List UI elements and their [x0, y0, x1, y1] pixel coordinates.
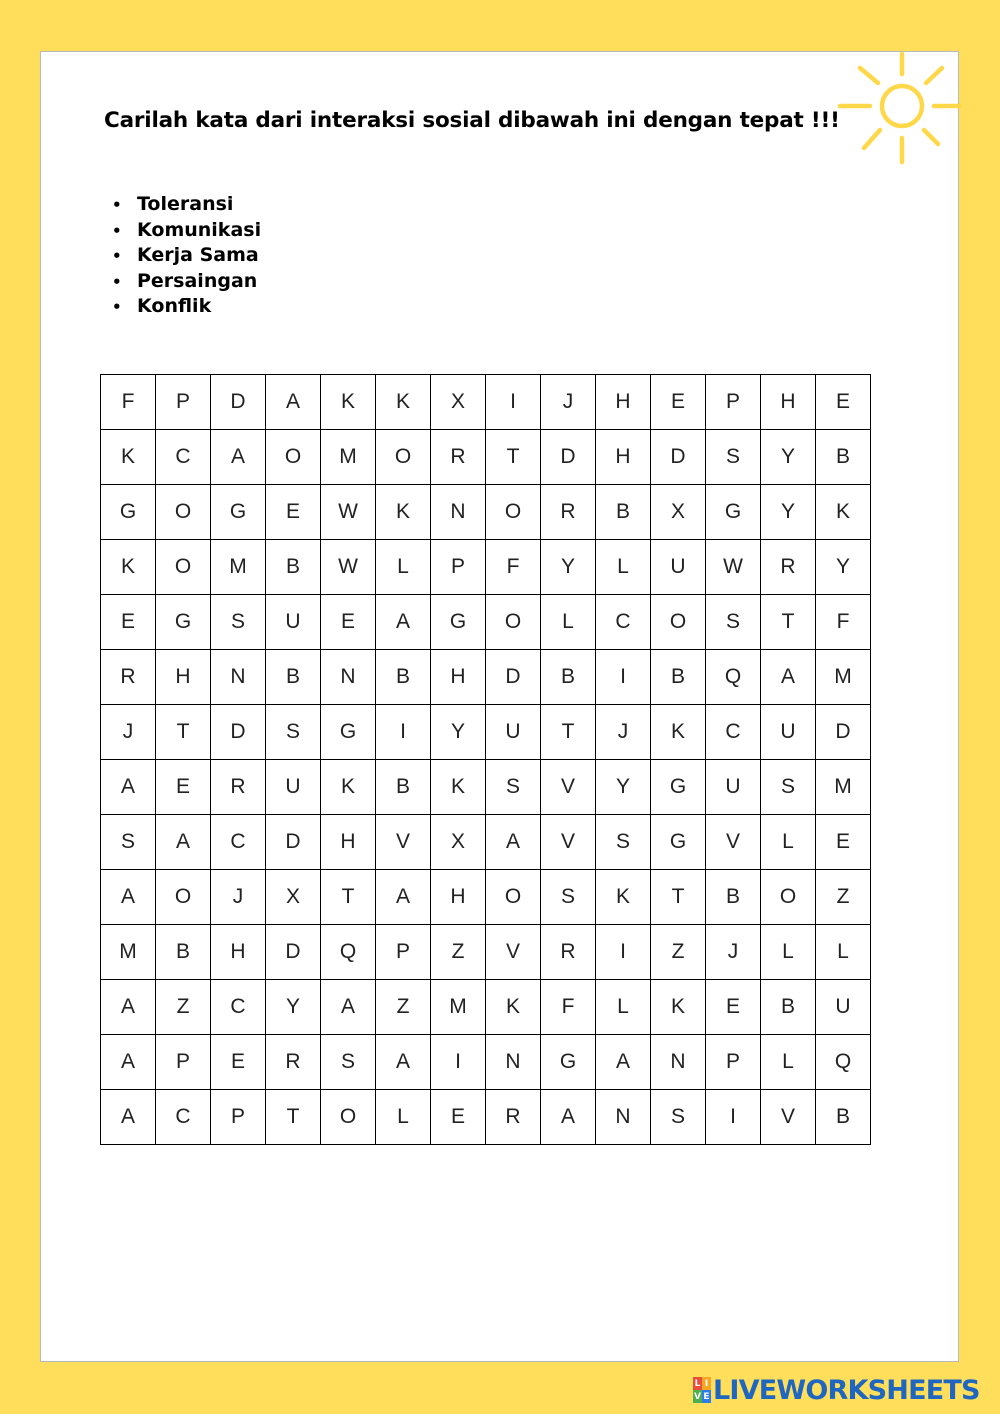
grid-cell[interactable]: N — [486, 1035, 541, 1090]
grid-row — [101, 925, 871, 980]
grid-cell[interactable]: P — [431, 540, 486, 595]
grid-cell[interactable]: L — [761, 1035, 816, 1090]
grid-cell[interactable]: Y — [761, 430, 816, 485]
grid-cell[interactable]: G — [706, 485, 761, 540]
word-list-item — [112, 243, 261, 269]
grid-cell[interactable]: U — [706, 760, 761, 815]
grid-cell[interactable]: F — [541, 980, 596, 1035]
grid-cell[interactable]: L — [376, 540, 431, 595]
grid-cell[interactable]: L — [816, 925, 871, 980]
grid-cell[interactable]: N — [431, 485, 486, 540]
grid-cell[interactable]: T — [266, 1090, 321, 1145]
grid-cell[interactable]: Y — [816, 540, 871, 595]
grid-row — [101, 650, 871, 705]
logo-letter: I — [702, 1377, 711, 1390]
grid-cell[interactable]: S — [266, 705, 321, 760]
grid-cell[interactable]: I — [706, 1090, 761, 1145]
grid-cell[interactable]: D — [211, 375, 266, 430]
word-label: Kerja Sama — [137, 244, 259, 266]
grid-row — [101, 430, 871, 485]
grid-cell[interactable]: F — [101, 375, 156, 430]
word-label: Komunikasi — [137, 218, 262, 241]
grid-row — [101, 705, 871, 760]
grid-cell[interactable]: Z — [376, 980, 431, 1035]
grid-cell[interactable]: K — [101, 540, 156, 595]
grid-cell[interactable]: K — [596, 870, 651, 925]
grid-cell[interactable]: T — [486, 430, 541, 485]
grid-cell[interactable]: J — [101, 705, 156, 760]
grid-cell[interactable]: M — [816, 650, 871, 705]
grid-cell[interactable]: P — [211, 1090, 266, 1145]
grid-cell[interactable]: W — [321, 485, 376, 540]
grid-cell[interactable]: X — [431, 375, 486, 430]
grid-cell[interactable]: K — [321, 375, 376, 430]
grid-cell[interactable]: I — [596, 925, 651, 980]
word-label: Persaingan — [137, 269, 258, 292]
grid-cell[interactable]: H — [431, 650, 486, 705]
grid-cell[interactable]: E — [266, 485, 321, 540]
word-label: Konflik — [137, 295, 212, 317]
grid-cell[interactable]: B — [266, 650, 321, 705]
word-list-item — [112, 269, 261, 295]
grid-cell[interactable]: O — [266, 430, 321, 485]
grid-cell[interactable]: K — [376, 485, 431, 540]
grid-cell[interactable]: V — [376, 815, 431, 870]
grid-cell[interactable]: A — [321, 980, 376, 1035]
grid-cell[interactable]: R — [541, 485, 596, 540]
word-list-item — [112, 218, 261, 244]
grid-cell[interactable]: M — [431, 980, 486, 1035]
grid-cell[interactable]: W — [706, 540, 761, 595]
grid-cell[interactable]: O — [321, 1090, 376, 1145]
grid-cell[interactable]: S — [651, 1090, 706, 1145]
grid-cell[interactable]: B — [651, 650, 706, 705]
grid-cell[interactable]: P — [706, 375, 761, 430]
grid-cell[interactable]: C — [706, 705, 761, 760]
grid-cell[interactable]: G — [321, 705, 376, 760]
grid-cell[interactable]: A — [761, 650, 816, 705]
grid-cell[interactable]: K — [321, 760, 376, 815]
grid-row — [101, 980, 871, 1035]
grid-cell[interactable]: S — [706, 430, 761, 485]
grid-cell[interactable]: X — [651, 485, 706, 540]
grid-cell[interactable]: O — [486, 485, 541, 540]
word-list-item — [112, 294, 261, 320]
grid-cell[interactable]: E — [816, 375, 871, 430]
grid-cell[interactable]: E — [651, 375, 706, 430]
grid-cell[interactable]: C — [596, 595, 651, 650]
grid-cell[interactable]: L — [596, 540, 651, 595]
liveworksheets-logo-icon — [693, 1377, 711, 1403]
logo-letter: V — [694, 1391, 701, 1402]
grid-cell[interactable]: U — [761, 705, 816, 760]
grid-cell[interactable]: L — [376, 1090, 431, 1145]
grid-cell[interactable]: I — [486, 375, 541, 430]
grid-cell[interactable]: B — [761, 980, 816, 1035]
grid-cell[interactable]: O — [156, 870, 211, 925]
worksheet-title: Carilah kata dari interaksi sosial dibawah ini dengan tepat !!! — [104, 108, 840, 133]
grid-cell[interactable]: H — [761, 375, 816, 430]
grid-cell[interactable]: E — [816, 815, 871, 870]
grid-cell[interactable]: A — [266, 375, 321, 430]
grid-cell[interactable]: D — [266, 925, 321, 980]
grid-row — [101, 870, 871, 925]
grid-cell[interactable]: R — [541, 925, 596, 980]
grid-cell[interactable]: Y — [541, 540, 596, 595]
grid-cell[interactable]: U — [266, 760, 321, 815]
grid-cell[interactable]: R — [266, 1035, 321, 1090]
grid-row — [101, 815, 871, 870]
grid-cell[interactable]: V — [486, 925, 541, 980]
grid-cell[interactable]: I — [431, 1035, 486, 1090]
grid-cell[interactable]: S — [596, 815, 651, 870]
grid-cell[interactable]: H — [321, 815, 376, 870]
grid-cell[interactable]: C — [211, 815, 266, 870]
grid-cell[interactable]: S — [761, 760, 816, 815]
bullet: • — [112, 272, 122, 291]
grid-cell[interactable]: B — [266, 540, 321, 595]
grid-cell[interactable]: D — [486, 650, 541, 705]
grid-cell[interactable]: J — [596, 705, 651, 760]
grid-cell[interactable]: B — [706, 870, 761, 925]
grid-cell[interactable]: Y — [431, 705, 486, 760]
grid-cell[interactable]: B — [376, 760, 431, 815]
grid-cell[interactable]: Y — [266, 980, 321, 1035]
grid-cell[interactable]: A — [376, 595, 431, 650]
word-search-grid — [100, 374, 871, 1145]
grid-cell[interactable]: B — [596, 485, 651, 540]
grid-cell[interactable]: O — [486, 595, 541, 650]
grid-cell[interactable]: B — [156, 925, 211, 980]
grid-cell[interactable]: F — [816, 595, 871, 650]
grid-cell[interactable]: E — [211, 1035, 266, 1090]
brand-name: LIVEWORKSHEETS — [713, 1374, 980, 1406]
grid-cell[interactable]: G — [211, 485, 266, 540]
grid-row — [101, 540, 871, 595]
grid-cell[interactable]: J — [541, 375, 596, 430]
bullet: • — [112, 247, 122, 265]
grid-cell[interactable]: V — [541, 815, 596, 870]
grid-cell[interactable]: Y — [761, 485, 816, 540]
grid-cell[interactable]: B — [541, 650, 596, 705]
grid-cell[interactable]: B — [816, 430, 871, 485]
grid-cell[interactable]: K — [651, 980, 706, 1035]
grid-cell[interactable]: C — [211, 980, 266, 1035]
grid-cell[interactable]: L — [596, 980, 651, 1035]
grid-cell[interactable]: E — [321, 595, 376, 650]
grid-cell[interactable]: T — [761, 595, 816, 650]
grid-cell[interactable]: R — [101, 650, 156, 705]
grid-cell[interactable]: K — [376, 375, 431, 430]
grid-cell[interactable]: D — [211, 705, 266, 760]
grid-cell[interactable]: V — [706, 815, 761, 870]
grid-cell[interactable]: E — [431, 1090, 486, 1145]
grid-cell[interactable]: D — [816, 705, 871, 760]
grid-row — [101, 595, 871, 650]
grid-cell[interactable]: P — [156, 375, 211, 430]
grid-cell[interactable]: O — [761, 870, 816, 925]
grid-cell[interactable]: O — [156, 540, 211, 595]
grid-cell[interactable]: A — [376, 870, 431, 925]
grid-cell[interactable]: S — [541, 870, 596, 925]
grid-cell[interactable]: T — [321, 870, 376, 925]
grid-cell[interactable]: A — [376, 1035, 431, 1090]
grid-cell[interactable]: C — [156, 1090, 211, 1145]
grid-cell[interactable]: V — [761, 1090, 816, 1145]
grid-cell[interactable]: A — [101, 1090, 156, 1145]
grid-cell[interactable]: G — [651, 815, 706, 870]
grid-cell[interactable]: L — [761, 815, 816, 870]
grid-cell[interactable]: N — [651, 1035, 706, 1090]
grid-cell[interactable]: U — [651, 540, 706, 595]
grid-cell[interactable]: M — [816, 760, 871, 815]
grid-cell[interactable]: B — [376, 650, 431, 705]
grid-cell[interactable]: U — [266, 595, 321, 650]
grid-cell[interactable]: A — [541, 1090, 596, 1145]
grid-cell[interactable]: T — [541, 705, 596, 760]
grid-row — [101, 1090, 871, 1145]
sun-icon — [832, 48, 968, 172]
liveworksheets-brand — [693, 1375, 980, 1405]
grid-cell[interactable]: S — [211, 595, 266, 650]
grid-cell[interactable]: J — [211, 870, 266, 925]
grid-cell[interactable]: H — [156, 650, 211, 705]
grid-cell[interactable]: A — [486, 815, 541, 870]
grid-cell[interactable]: S — [486, 760, 541, 815]
grid-cell[interactable]: K — [101, 430, 156, 485]
grid-cell[interactable]: L — [761, 925, 816, 980]
grid-cell[interactable]: U — [486, 705, 541, 760]
grid-cell[interactable]: E — [156, 760, 211, 815]
grid-cell[interactable]: W — [321, 540, 376, 595]
grid-cell[interactable]: K — [431, 760, 486, 815]
grid-cell[interactable]: K — [486, 980, 541, 1035]
grid-cell[interactable]: M — [321, 430, 376, 485]
grid-cell[interactable]: P — [376, 925, 431, 980]
grid-cell[interactable]: R — [761, 540, 816, 595]
bullet: • — [112, 221, 122, 240]
grid-row — [101, 1035, 871, 1090]
grid-cell[interactable]: M — [211, 540, 266, 595]
word-list — [112, 192, 261, 320]
grid-cell[interactable]: K — [816, 485, 871, 540]
grid-cell[interactable]: X — [266, 870, 321, 925]
grid-cell[interactable]: R — [486, 1090, 541, 1145]
grid-cell[interactable]: A — [156, 815, 211, 870]
grid-cell[interactable]: A — [101, 1035, 156, 1090]
grid-row — [101, 485, 871, 540]
grid-cell[interactable]: Z — [816, 870, 871, 925]
grid-cell[interactable]: A — [101, 870, 156, 925]
grid-cell[interactable]: X — [431, 815, 486, 870]
grid-cell[interactable]: J — [706, 925, 761, 980]
grid-cell[interactable]: O — [376, 430, 431, 485]
grid-cell[interactable]: B — [816, 1090, 871, 1145]
grid-cell[interactable]: T — [651, 870, 706, 925]
grid-cell[interactable]: N — [211, 650, 266, 705]
bullet: • — [112, 298, 122, 316]
grid-cell[interactable]: D — [541, 430, 596, 485]
grid-cell[interactable]: H — [431, 870, 486, 925]
grid-cell[interactable]: P — [156, 1035, 211, 1090]
grid-cell[interactable]: G — [541, 1035, 596, 1090]
grid-cell[interactable]: D — [651, 430, 706, 485]
grid-cell[interactable]: G — [431, 595, 486, 650]
grid-cell[interactable]: U — [816, 980, 871, 1035]
grid-cell[interactable]: H — [596, 375, 651, 430]
grid-cell[interactable]: S — [101, 815, 156, 870]
grid-cell[interactable]: L — [541, 595, 596, 650]
grid-cell[interactable]: P — [706, 1035, 761, 1090]
grid-cell[interactable]: R — [211, 760, 266, 815]
grid-cell[interactable]: I — [376, 705, 431, 760]
grid-cell[interactable]: Q — [706, 650, 761, 705]
grid-cell[interactable]: R — [431, 430, 486, 485]
grid-row — [101, 760, 871, 815]
grid-cell[interactable]: A — [211, 430, 266, 485]
grid-cell[interactable]: E — [101, 595, 156, 650]
grid-cell[interactable]: G — [156, 595, 211, 650]
grid-cell[interactable]: Z — [651, 925, 706, 980]
grid-row — [101, 375, 871, 430]
grid-cell[interactable]: N — [596, 1090, 651, 1145]
grid-cell[interactable]: G — [651, 760, 706, 815]
grid-cell[interactable]: C — [156, 430, 211, 485]
grid-cell[interactable]: Q — [816, 1035, 871, 1090]
grid-cell[interactable]: E — [706, 980, 761, 1035]
grid-cell[interactable]: N — [321, 650, 376, 705]
grid-cell[interactable]: F — [486, 540, 541, 595]
grid-cell[interactable]: Y — [596, 760, 651, 815]
grid-cell[interactable]: Z — [156, 980, 211, 1035]
grid-cell[interactable]: A — [101, 980, 156, 1035]
grid-cell[interactable]: H — [211, 925, 266, 980]
grid-cell[interactable]: T — [156, 705, 211, 760]
grid-cell[interactable]: H — [596, 430, 651, 485]
grid-cell[interactable]: O — [486, 870, 541, 925]
grid-cell[interactable]: I — [596, 650, 651, 705]
grid-cell[interactable]: Z — [431, 925, 486, 980]
word-label: Toleransi — [137, 193, 234, 215]
grid-cell[interactable]: O — [156, 485, 211, 540]
word-list-item — [112, 192, 261, 218]
grid-cell[interactable]: A — [101, 760, 156, 815]
logo-letter: L — [694, 1378, 701, 1389]
grid-cell[interactable]: S — [706, 595, 761, 650]
grid-cell[interactable]: S — [321, 1035, 376, 1090]
grid-cell[interactable]: V — [541, 760, 596, 815]
grid-cell[interactable]: G — [101, 485, 156, 540]
grid-cell[interactable]: M — [101, 925, 156, 980]
grid-cell[interactable]: D — [266, 815, 321, 870]
logo-letter: E — [703, 1391, 710, 1402]
grid-cell[interactable]: O — [651, 595, 706, 650]
bullet: • — [112, 196, 122, 214]
grid-cell[interactable]: K — [651, 705, 706, 760]
grid-cell[interactable]: A — [596, 1035, 651, 1090]
grid-cell[interactable]: Q — [321, 925, 376, 980]
